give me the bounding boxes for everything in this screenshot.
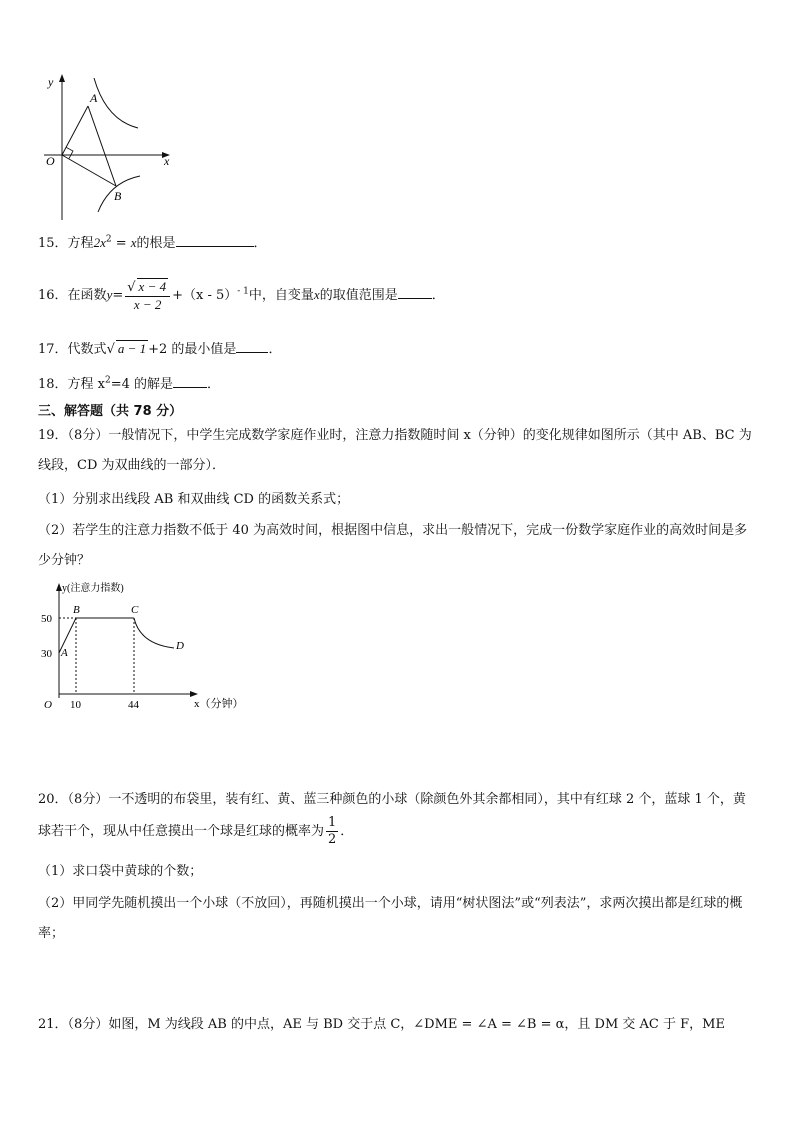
- fig19-ylabel: y(注意力指数): [62, 583, 124, 594]
- fraction-16: $\frac{√ x - 4}{x - 2}$: [125, 278, 170, 313]
- fig14-hyperbola-upper: [94, 78, 138, 128]
- fig19-curve-cd: [134, 618, 174, 648]
- figure-q14: [40, 70, 180, 222]
- answer-blank-16: [398, 284, 432, 299]
- fig19-label-d: D: [176, 640, 184, 652]
- fig14-o-label: O: [46, 154, 55, 168]
- fig14-a-label: A: [90, 91, 98, 105]
- fraction-20: $\frac{1}{2}$: [328, 815, 337, 847]
- question-19-part-1: （1）分别求出线段 AB 和双曲线 CD 的函数关系式；: [38, 492, 350, 507]
- fig14-x-label: x: [164, 154, 170, 168]
- answer-blank-15: [176, 232, 254, 247]
- fig14-y-label: y: [48, 75, 54, 89]
- answer-blank-17: [236, 338, 268, 353]
- figure-q19: [36, 578, 266, 718]
- fig19-origin: O: [44, 699, 52, 711]
- question-16: 16．在函数y= $\frac{√ x - 4}{x - 2}$ +（x - 5）$^{- 1}$中，自变量x的取值范围是 ．: [38, 279, 445, 312]
- answer-blank-18: [173, 373, 207, 388]
- fig19-xlabel: x（分钟）: [194, 698, 244, 710]
- question-20: 20．（8分）一不透明的布袋里，装有红、黄、蓝三种颜色的小球（除颜色外其余都相同），其中有红球 2 个，蓝球 1 个，黄球若干个，现从中任意摸出一个球是红球的概率为 $\frac{1}{2}$ ．: [38, 792, 746, 847]
- question-15: 15．方程$2x^2 = x$的根是 ．: [38, 232, 267, 251]
- question-20-part-1: （1）求口袋中黄球的个数；: [38, 864, 203, 879]
- fig19-label-b: B: [73, 604, 80, 616]
- question-19-part-2: （2）若学生的注意力指数不低于 40 为高效时间，根据图中信息，求出一般情况下，完成一份数学家庭作业的高效时间是多少分钟？: [38, 523, 748, 568]
- fig19-tick-30: 30: [41, 648, 52, 660]
- fig19-tick-10: 10: [70, 699, 81, 711]
- fig19-label-a: A: [61, 647, 68, 659]
- fig19-label-c: C: [131, 604, 139, 616]
- question-19: 19．（8分）一般情况下，中学生完成数学家庭作业时，注意力指数随时间 x（分钟）的变化规律如图所示（其中 AB、BC 为线段，CD 为双曲线的一部分）．: [38, 428, 752, 473]
- question-20-part-2: （2）甲同学先随机摸出一个小球（不放回），再随机摸出一个小球，请用“树状图法”或“列表法”，求两次摸出都是红球的概率；: [38, 896, 743, 941]
- section-heading: 三、解答题（共 78 分）: [38, 404, 183, 419]
- fig19-tick-50: 50: [41, 613, 52, 625]
- fig14-b-label: B: [114, 189, 122, 203]
- fig19-tick-44: 44: [128, 699, 139, 711]
- question-17: 17．代数式√ a − 1 +2 的最小值是 ．: [38, 338, 281, 357]
- question-18: 18．方程 $x^2=4$ 的解是 ．: [38, 373, 220, 392]
- question-21: 21．（8分）如图，M 为线段 AB 的中点，AE 与 BD 交于点 C，∠DME = ∠A = ∠B = α，且 DM 交 AC 于 F，ME: [38, 1017, 725, 1032]
